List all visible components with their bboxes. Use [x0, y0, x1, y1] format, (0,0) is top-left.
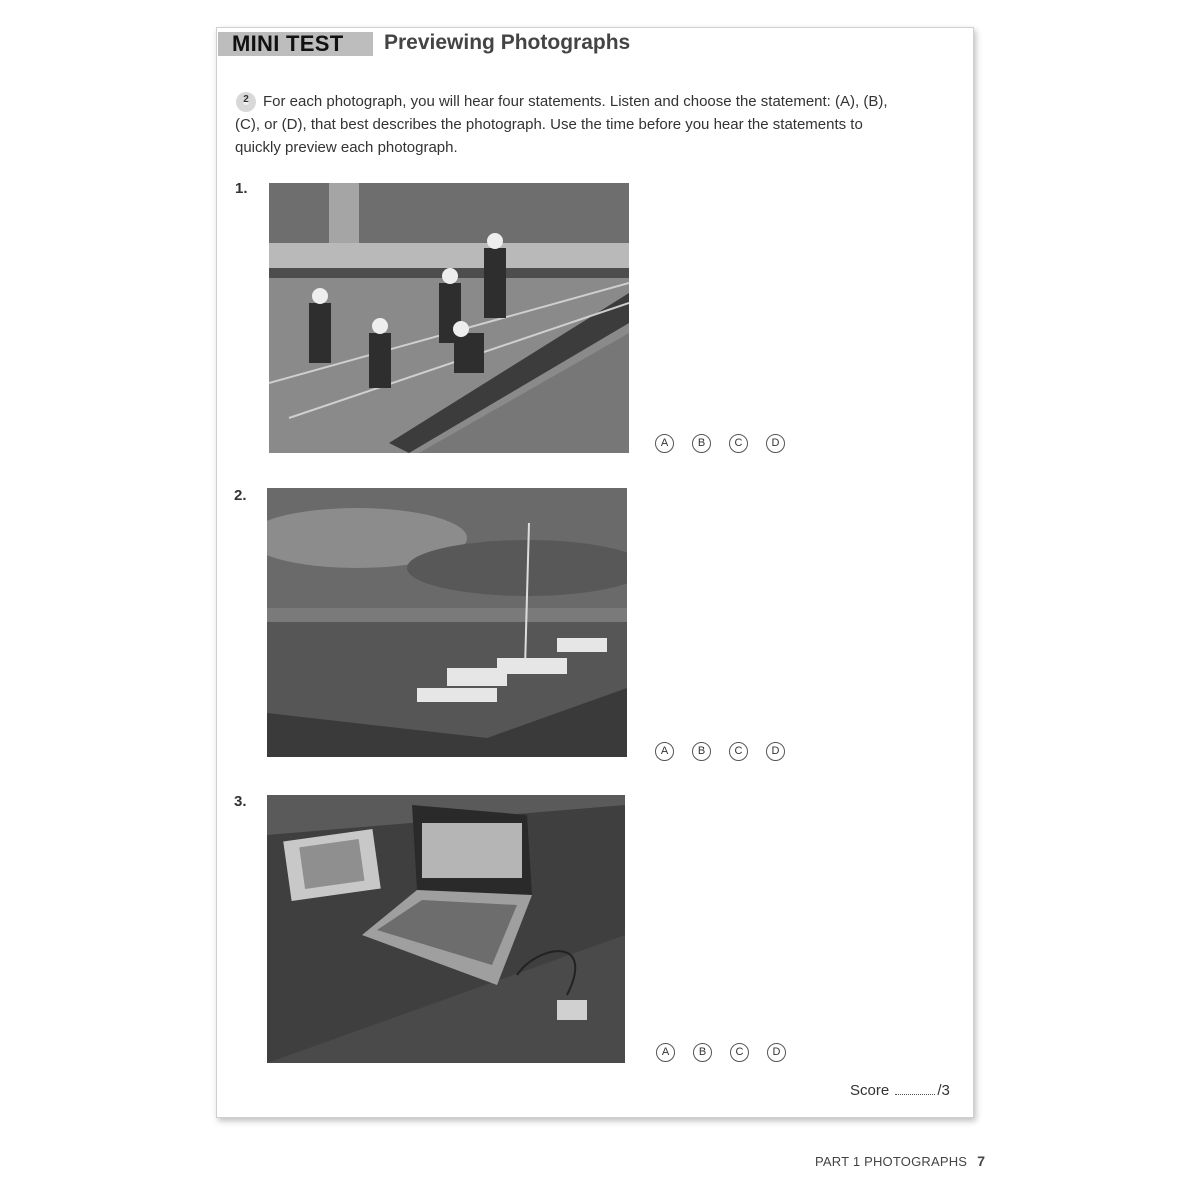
- choice-b-button[interactable]: B: [692, 434, 711, 453]
- choice-a-button[interactable]: A: [655, 742, 674, 761]
- mini-test-badge: MINI TEST: [218, 32, 373, 56]
- choice-a-button[interactable]: A: [655, 434, 674, 453]
- question-number-3: 3.: [234, 793, 247, 810]
- question-number-2: 2.: [234, 487, 247, 504]
- choice-d-button[interactable]: D: [767, 1043, 786, 1062]
- choice-c-button[interactable]: C: [730, 1043, 749, 1062]
- answer-choices-2: [655, 742, 785, 761]
- choice-b-button[interactable]: B: [692, 742, 711, 761]
- laptop-equipment-photo: [267, 795, 625, 1063]
- choice-a-button[interactable]: A: [656, 1043, 675, 1062]
- answer-choices-3: [656, 1043, 786, 1062]
- page-title: Previewing Photographs: [384, 31, 631, 54]
- footer-section: PART 1 PHOTOGRAPHS: [815, 1154, 968, 1169]
- instructions-text: For each photograph, you will hear four statements. Listen and choose the statement: (A), (B), (C), or (D), that best describes the photograph. Use the time before you hear the statements to quickly preview each photograph.: [235, 93, 888, 156]
- page-footer: [815, 1153, 985, 1169]
- choice-b-button[interactable]: B: [693, 1043, 712, 1062]
- score-total: /3: [937, 1082, 950, 1099]
- choice-c-button[interactable]: C: [729, 742, 748, 761]
- choice-d-button[interactable]: D: [766, 434, 785, 453]
- answer-choices-1: [655, 434, 785, 453]
- choice-c-button[interactable]: C: [729, 434, 748, 453]
- harbor-boats-photo: [267, 488, 627, 757]
- railway-workers-photo: [269, 183, 629, 453]
- question-number-1: 1.: [235, 180, 248, 197]
- choice-d-button[interactable]: D: [766, 742, 785, 761]
- score-field: [850, 1082, 950, 1099]
- page-number: 7: [977, 1153, 986, 1169]
- score-blank[interactable]: [895, 1094, 935, 1095]
- track-number: 2: [243, 94, 249, 105]
- score-label: Score: [850, 1082, 890, 1099]
